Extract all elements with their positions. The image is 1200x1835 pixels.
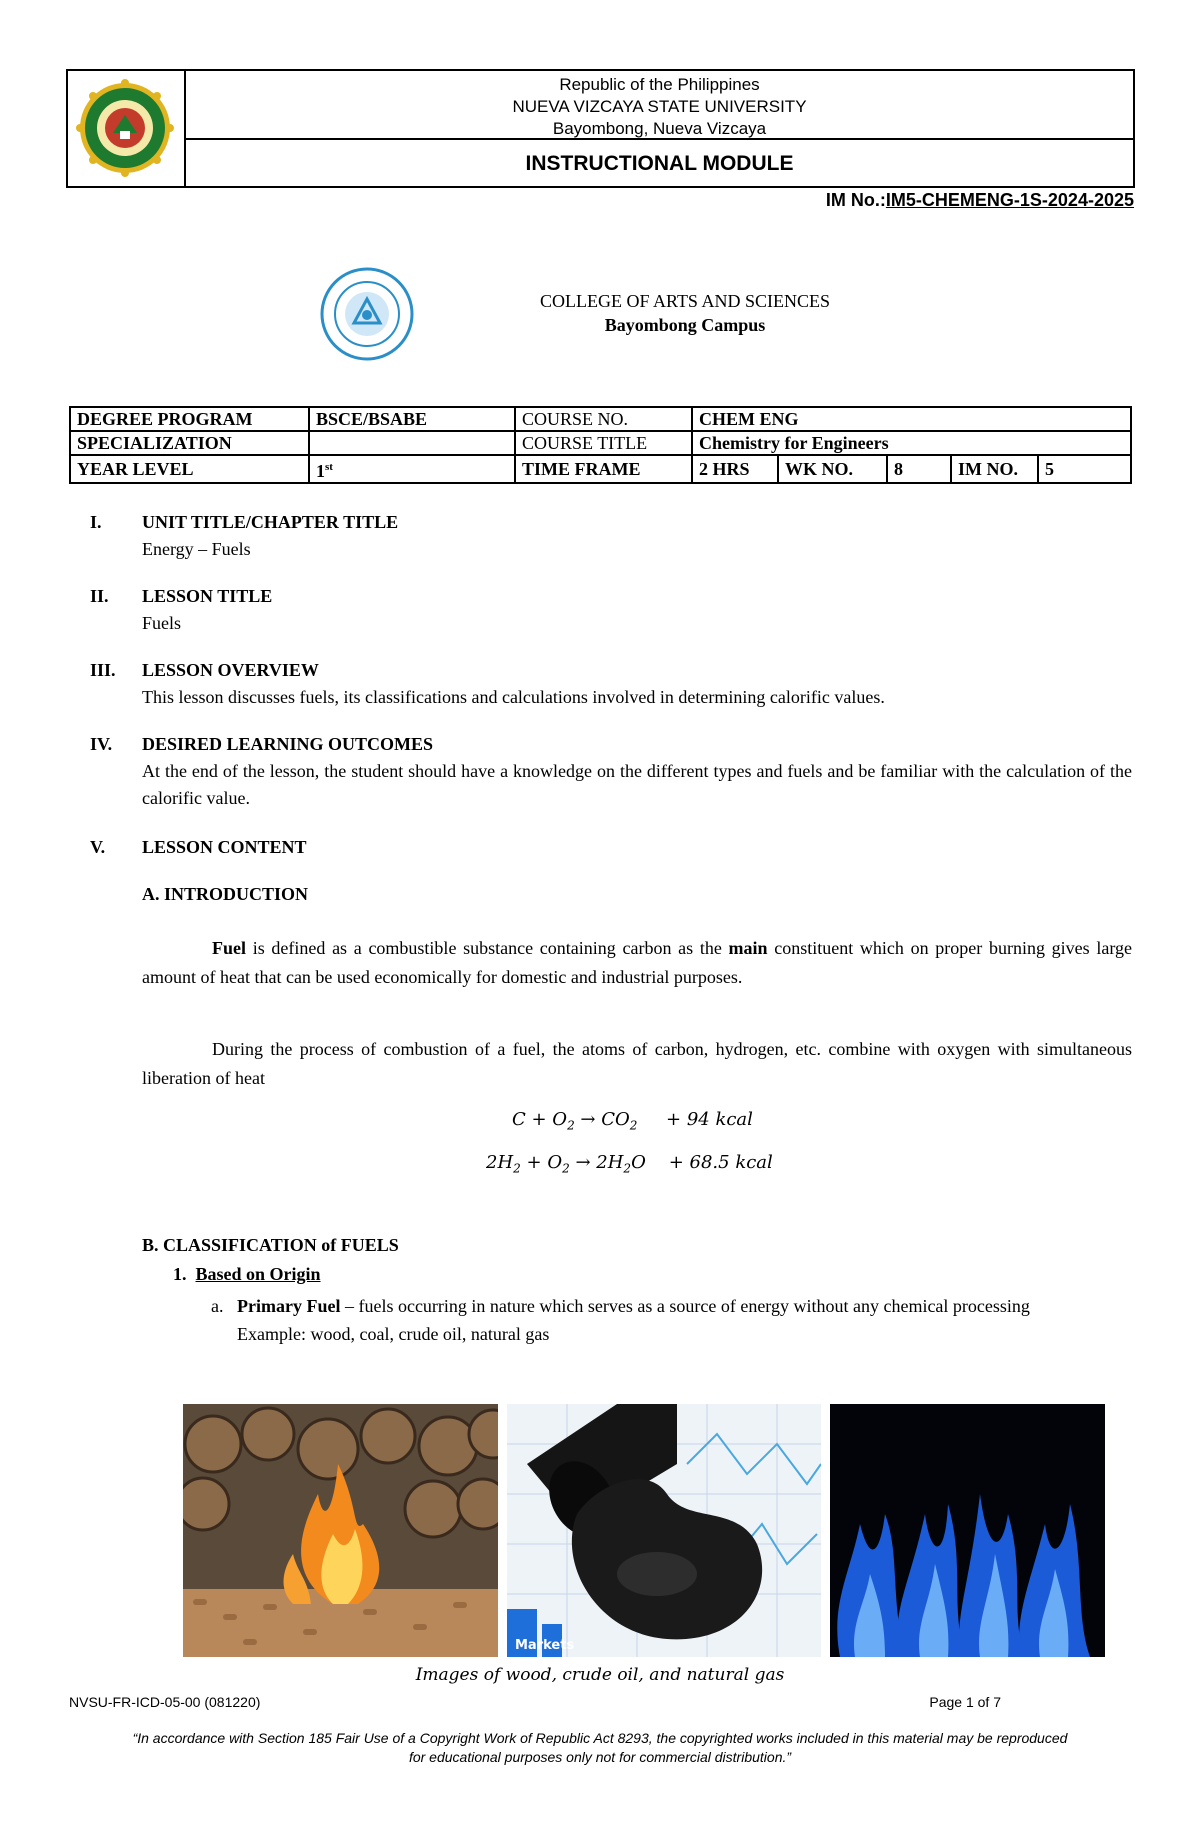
time-frame-value: 2 HRS bbox=[692, 455, 778, 483]
watermark-text: Markets bbox=[515, 1638, 575, 1653]
module-title: INSTRUCTIONAL MODULE bbox=[525, 152, 794, 175]
combustion-text: During the process of combustion of a fuel, the atoms of carbon, hydrogen, etc. combine with oxygen with simultaneous liberation of heat bbox=[142, 1039, 1132, 1088]
course-title-label: COURSE TITLE bbox=[515, 431, 692, 455]
time-frame-label: TIME FRAME bbox=[515, 455, 692, 483]
equation-hydrogen: $2H_2 + O_2 \to 2H_2O$ + 68.5 kcal bbox=[486, 1152, 773, 1176]
university-name: NUEVA VIZCAYA STATE UNIVERSITY bbox=[512, 97, 807, 116]
table-row bbox=[70, 431, 1131, 455]
section-title: LESSON CONTENT bbox=[142, 837, 307, 857]
page-number: Page 1 of 7 bbox=[929, 1694, 1001, 1710]
university-logo bbox=[68, 71, 186, 186]
section-title: LESSON TITLE bbox=[142, 586, 273, 606]
wk-no-label: WK NO. bbox=[778, 455, 887, 483]
equation-heat: + 68.5 kcal bbox=[668, 1152, 773, 1173]
course-no-value: CHEM ENG bbox=[692, 407, 1131, 431]
section-number: IV. bbox=[90, 734, 113, 754]
origin-title: Based on Origin bbox=[195, 1264, 321, 1284]
year-level-value: 1 bbox=[316, 461, 325, 481]
section-body: Energy – Fuels bbox=[142, 539, 251, 559]
main-term: main bbox=[728, 938, 768, 958]
year-level-suffix: st bbox=[325, 461, 333, 473]
republic-line: Republic of the Philippines bbox=[559, 75, 760, 94]
wood-photo bbox=[183, 1404, 498, 1657]
figure-caption: Images of wood, crude oil, and natural gas bbox=[415, 1665, 785, 1685]
intro-text: is defined as a combustible substance containing carbon as the bbox=[246, 938, 729, 958]
item-number: 1. bbox=[173, 1264, 187, 1284]
degree-program-value: BSCE/BSABE bbox=[309, 407, 515, 431]
natural-gas-photo bbox=[830, 1404, 1105, 1657]
college-campus: Bayombong Campus bbox=[604, 315, 766, 335]
equation-carbon: $C + O_2 \to CO_2$ + 94 kcal bbox=[512, 1109, 753, 1133]
im-number-value: IM5-CHEMENG-1S-2024-2025 bbox=[885, 190, 1134, 210]
section-title: UNIT TITLE/CHAPTER TITLE bbox=[142, 512, 399, 532]
section-body: This lesson discusses fuels, its classifications and calculations involved in determining calorific values. bbox=[142, 687, 885, 707]
section-number: II. bbox=[90, 586, 109, 606]
introduction-heading: A. INTRODUCTION bbox=[142, 884, 309, 904]
section-body: At the end of the lesson, the student should have a knowledge on the different types and fuels and be familiar with the calculation of the calorific value. bbox=[142, 761, 1132, 808]
course-info-table bbox=[69, 406, 1132, 484]
crude-oil-photo bbox=[507, 1404, 821, 1657]
introduction-paragraph-1 bbox=[142, 934, 1132, 992]
university-location: Bayombong, Nueva Vizcaya bbox=[552, 119, 767, 138]
college-logo bbox=[320, 267, 414, 361]
section-number: III. bbox=[90, 660, 116, 680]
section-number: V. bbox=[90, 837, 106, 857]
primary-fuel-text bbox=[237, 1292, 1132, 1320]
im-number-label: IM No.: bbox=[825, 190, 886, 210]
college-name: COLLEGE OF ARTS AND SCIENCES bbox=[540, 291, 830, 311]
origin-item bbox=[173, 1264, 321, 1285]
im-no-value: 5 bbox=[1038, 455, 1131, 483]
degree-program-label: DEGREE PROGRAM bbox=[70, 407, 309, 431]
course-no-label: COURSE NO. bbox=[515, 407, 692, 431]
copyright-line-2: for educational purposes only not for commercial distribution.” bbox=[408, 1749, 792, 1765]
copyright-note bbox=[60, 1729, 1140, 1767]
im-number bbox=[826, 190, 1134, 211]
copyright-line-1: “In accordance with Section 185 Fair Use of a Copyright Work of Republic Act 8293, the copyrighted works included in this material may be reproduced bbox=[132, 1730, 1068, 1746]
im-no-label: IM NO. bbox=[951, 455, 1038, 483]
primary-fuel-item bbox=[211, 1292, 1132, 1348]
item-letter: a. bbox=[211, 1296, 224, 1316]
wk-no-value: 8 bbox=[887, 455, 951, 483]
table-row bbox=[70, 407, 1131, 431]
section-title: LESSON OVERVIEW bbox=[142, 660, 319, 680]
specialization-value bbox=[309, 431, 515, 455]
primary-fuel-definition: – fuels occurring in nature which serves as a source of energy without any chemical processing bbox=[340, 1296, 1030, 1316]
table-row bbox=[70, 455, 1131, 483]
intro-text: constituent which on proper burning gives large amount of heat that can be used economically for domestic and industrial purposes. bbox=[142, 938, 1132, 987]
classification-heading: B. CLASSIFICATION of FUELS bbox=[142, 1235, 399, 1255]
specialization-label: SPECIALIZATION bbox=[70, 431, 309, 455]
header-box bbox=[66, 69, 1135, 188]
introduction-paragraph-2 bbox=[142, 1035, 1132, 1093]
fuel-term: Fuel bbox=[212, 938, 246, 958]
section-body: Fuels bbox=[142, 613, 182, 633]
primary-fuel-example: Example: wood, coal, crude oil, natural gas bbox=[237, 1324, 550, 1344]
section-number: I. bbox=[90, 512, 102, 532]
year-level-cell bbox=[309, 455, 515, 483]
college-block bbox=[440, 289, 930, 337]
primary-fuel-term: Primary Fuel bbox=[237, 1296, 341, 1316]
equation-heat: + 94 kcal bbox=[666, 1109, 753, 1130]
header-institution bbox=[186, 71, 1133, 140]
course-title-value: Chemistry for Engineers bbox=[692, 431, 1131, 455]
section-title: DESIRED LEARNING OUTCOMES bbox=[142, 734, 434, 754]
year-level-label: YEAR LEVEL bbox=[70, 455, 309, 483]
form-code: NVSU-FR-ICD-05-00 (081220) bbox=[69, 1694, 261, 1710]
